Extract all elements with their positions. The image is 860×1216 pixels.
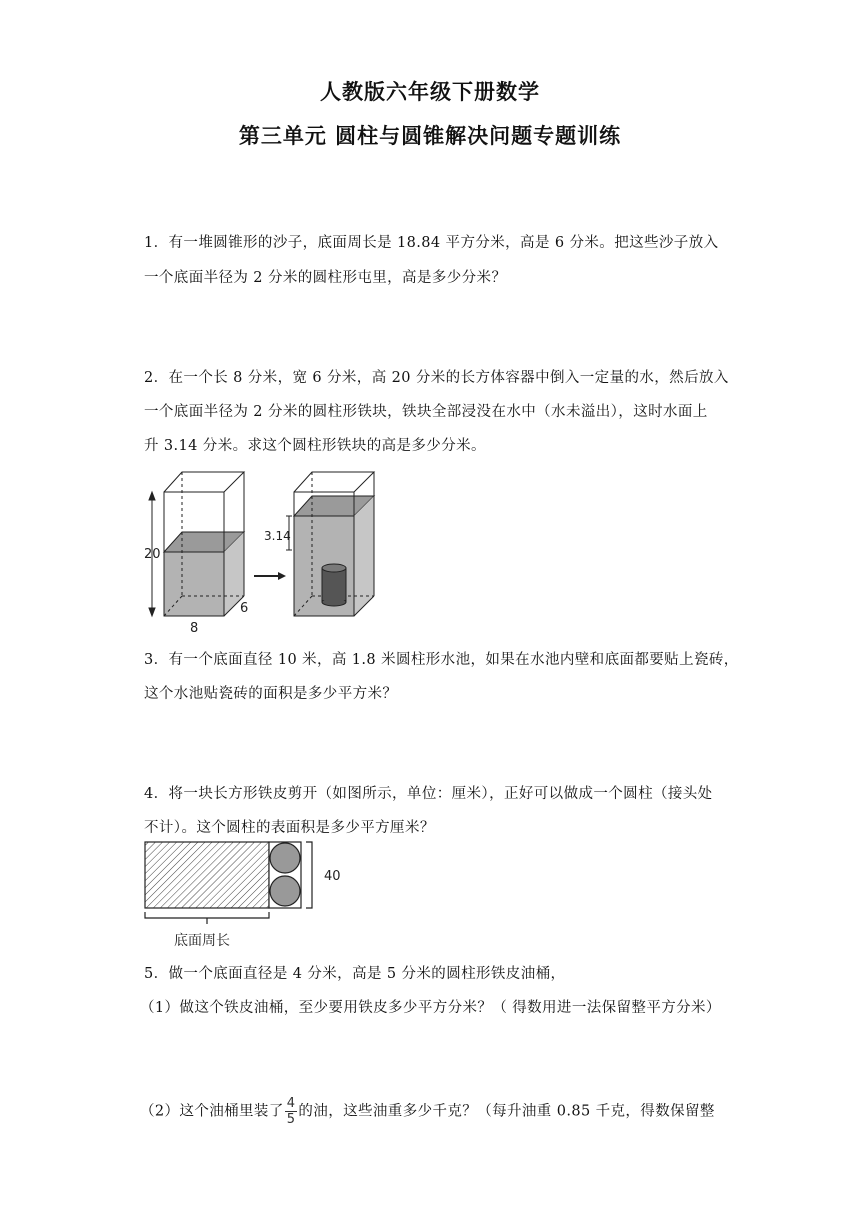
q1-line-2: 一个底面半径为 2 分米的圆柱形屯里，高是多少分米？ — [144, 270, 507, 286]
q2-line-3: 升 3.14 分米。求这个圆柱形铁块的高是多少分米。 — [144, 438, 486, 454]
page-subtitle: 第三单元 圆柱与圆锥解决问题专题训练 — [238, 124, 622, 148]
label-length: 8 — [190, 621, 199, 636]
q2-line-2: 一个底面半径为 2 分米的圆柱形铁块，铁块全部浸没在水中（水未溢出），这时水面上 — [144, 404, 708, 420]
label-rise: 3.14 — [264, 529, 291, 543]
q3-line-2: 这个水池贴瓷砖的面积是多少平方米？ — [144, 686, 398, 702]
q3-line-1: 3．有一个底面直径 10 米，高 1.8 米圆柱形水池，如果在水池内壁和底面都要贴上瓷砖， — [144, 652, 739, 668]
q5-sub-2-after: 的油，这些油重多少千克？（每升油重 0.85 千克，得数保留整 — [298, 1103, 715, 1120]
q5-sub-1: （1）做这个铁皮油桶，至少要用铁皮多少平方分米？（ 得数用进一法保留整平方分米） — [140, 1000, 721, 1016]
page-title: 人教版六年级下册数学 — [320, 80, 540, 104]
q4-line-1: 4．将一块长方形铁皮剪开（如图所示，单位：厘米），正好可以做成一个圆柱（接头处 — [144, 786, 713, 802]
iron-cylinder — [322, 564, 346, 606]
fraction-numerator: 4 — [286, 1096, 296, 1111]
fraction-denominator: 5 — [286, 1112, 296, 1127]
label-bottom: 底面周长 — [174, 933, 230, 949]
q5-sub-2-before: （2）这个油桶里装了 — [140, 1103, 284, 1120]
label-height: 20 — [144, 547, 161, 562]
arrow-icon — [254, 572, 286, 580]
label-width: 6 — [240, 601, 249, 616]
q1-line-1: 1．有一堆圆锥形的沙子，底面周长是 18.84 平方分米，高是 6 分米。把这些沙子放入 — [144, 235, 719, 251]
hatched-rectangle — [145, 842, 269, 908]
q5-line-1: 5．做一个底面直径是 4 分米，高是 5 分米的圆柱形铁皮油桶， — [144, 966, 566, 982]
label-side: 40 — [324, 869, 341, 884]
fraction — [285, 1096, 298, 1127]
q2-container-diagram — [140, 466, 390, 636]
q4-line-2: 不计）。这个圆柱的表面积是多少平方厘米？ — [144, 820, 435, 836]
q5-sub-2 — [140, 1096, 715, 1127]
q4-sheet-diagram — [140, 836, 360, 954]
container-before — [149, 472, 244, 616]
q2-line-1: 2．在一个长 8 分米，宽 6 分米，高 20 分米的长方体容器中倒入一定量的水，然后放入 — [144, 370, 729, 386]
